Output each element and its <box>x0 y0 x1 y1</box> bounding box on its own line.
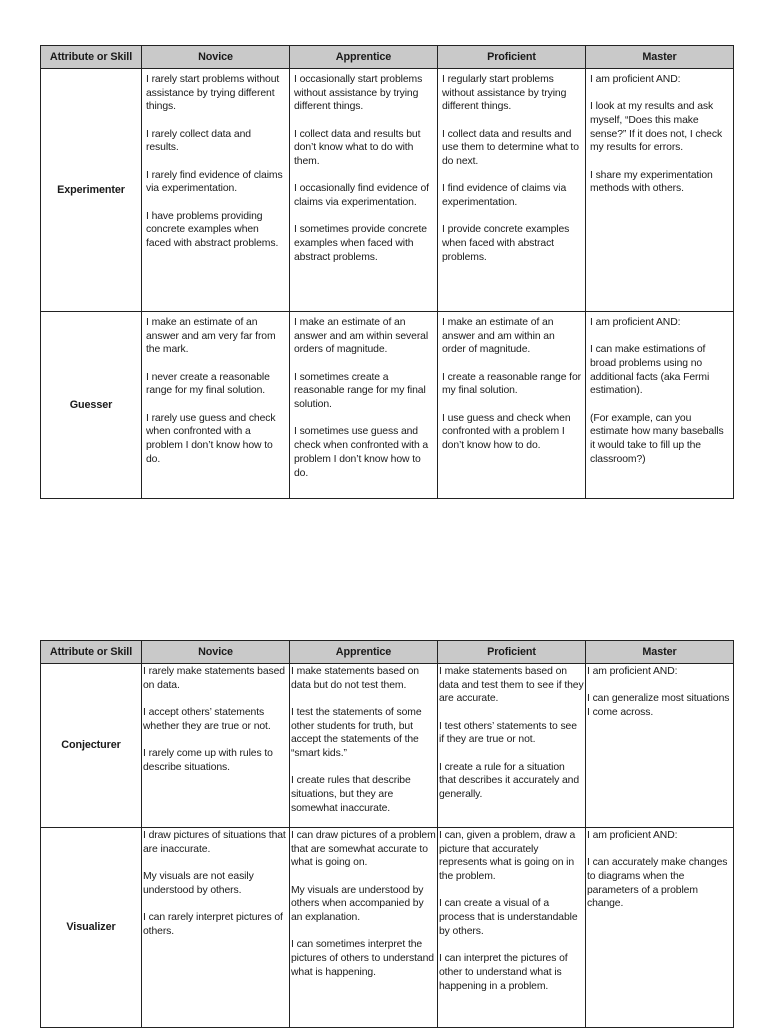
descriptor: I collect data and results but don’t know what to do with them. <box>294 128 421 168</box>
descriptor: I can, given a problem, draw a picture that accurately represents what is going on in the problem. <box>439 830 576 883</box>
header-master: Master <box>586 46 734 69</box>
descriptor: I sometimes use guess and check when confronted with a problem I don’t know how to do. <box>294 426 429 479</box>
header-novice: Novice <box>142 46 290 69</box>
descriptor: I rarely start problems without assistance by trying different things. <box>146 74 280 113</box>
descriptor: I collect data and results and use them to determine what to do next. <box>442 128 579 168</box>
descriptor: I rarely come up with rules to describe situations. <box>143 747 273 773</box>
descriptor: I create rules that describe situations, but they are somewhat inaccurate. <box>291 775 411 814</box>
table-row <box>41 312 734 499</box>
descriptor: I can generalize most situations I come across. <box>587 693 730 718</box>
header-master: Master <box>586 641 734 664</box>
descriptor: I make an estimate of an answer and am within an order of magnitude. <box>442 317 555 356</box>
descriptor: I create a rule for a situation that describes it accurately and generally. <box>439 761 580 801</box>
apprentice-cell <box>290 664 438 828</box>
descriptor: I rarely use guess and check when confronted with a problem I don’t know how to do. <box>146 412 276 465</box>
proficient-cell <box>438 312 586 499</box>
descriptor: I accept others’ statements whether they are true or not. <box>143 706 271 732</box>
descriptor: I test the statements of some other students for truth, but accept the statements of the “smart kids.” <box>291 706 422 760</box>
descriptor: I make an estimate of an answer and am very far from the mark. <box>146 317 276 356</box>
skill-name: Experimenter <box>41 69 142 312</box>
descriptor: I create a reasonable range for my final solution. <box>442 371 581 397</box>
proficient-cell <box>438 69 586 312</box>
descriptor: I never create a reasonable range for my final solution. <box>146 371 270 397</box>
descriptor: I make an estimate of an answer and am within several orders of magnitude. <box>294 317 429 356</box>
table-row <box>41 828 734 1028</box>
novice-cell <box>142 312 290 499</box>
descriptor: I share my experimentation methods with others. <box>590 169 713 195</box>
descriptor: I can sometimes interpret the pictures of others to understand what is happening. <box>291 939 434 978</box>
header-attribute: Attribute or Skill <box>41 46 142 69</box>
rubric-table-1 <box>40 45 734 499</box>
novice-cell <box>142 828 290 1028</box>
descriptor: I have problems providing concrete examples when faced with abstract problems. <box>146 210 279 250</box>
skill-name: Visualizer <box>41 828 142 1028</box>
header-apprentice: Apprentice <box>290 641 438 664</box>
descriptor: I sometimes create a reasonable range for my final solution. <box>294 371 426 411</box>
descriptor: I rarely collect data and results. <box>146 128 251 154</box>
novice-cell <box>142 664 290 828</box>
descriptor: My visuals are understood by others when accompanied by an explanation. <box>291 884 424 924</box>
descriptor: I make statements based on data and test them to see if they are accurate. <box>439 666 584 705</box>
descriptor: I can interpret the pictures of other to understand what is happening in a problem. <box>439 953 568 992</box>
novice-cell <box>142 69 290 312</box>
descriptor: I find evidence of claims via experimentation. <box>442 183 567 209</box>
descriptor: I can rarely interpret pictures of others. <box>143 911 283 937</box>
descriptor: (For example, can you estimate how many baseballs it would take to fill up the classroom?) <box>590 412 724 465</box>
master-cell <box>586 312 734 499</box>
descriptor: I can accurately make changes to diagrams when the parameters of a problem change. <box>587 857 728 910</box>
header-proficient: Proficient <box>438 641 586 664</box>
skill-name: Guesser <box>41 312 142 499</box>
header-row <box>41 641 734 664</box>
header-proficient: Proficient <box>438 46 586 69</box>
header-apprentice: Apprentice <box>290 46 438 69</box>
descriptor: I occasionally find evidence of claims via experimentation. <box>294 183 429 209</box>
proficient-cell <box>438 664 586 828</box>
skill-name: Conjecturer <box>41 664 142 828</box>
header-attribute: Attribute or Skill <box>41 641 142 664</box>
master-cell <box>586 664 734 828</box>
descriptor: I occasionally start problems without assistance by trying different things. <box>294 74 423 113</box>
descriptor: I test others’ statements to see if they are true or not. <box>439 720 577 746</box>
descriptor: I use guess and check when confronted with a problem I don’t know how to do. <box>442 412 571 452</box>
descriptor: I make statements based on data but do not test them. <box>291 666 419 691</box>
table-row <box>41 69 734 312</box>
apprentice-cell <box>290 312 438 499</box>
descriptor: I look at my results and ask myself, “Does this make sense?” If it does not, I check my results for errors. <box>590 101 723 154</box>
descriptor: I provide concrete examples when faced with abstract problems. <box>442 224 570 263</box>
descriptor: I am proficient AND: <box>587 830 678 841</box>
descriptor: I can draw pictures of a problem that are somewhat accurate to what is going on. <box>291 830 436 869</box>
apprentice-cell <box>290 69 438 312</box>
descriptor: I can make estimations of broad problems using no additional facts (aka Fermi estimation). <box>590 344 710 397</box>
descriptor: My visuals are not easily understood by others. <box>143 870 254 896</box>
descriptor: I am proficient AND: <box>590 317 681 328</box>
proficient-cell <box>438 828 586 1028</box>
master-cell <box>586 69 734 312</box>
descriptor: I rarely make statements based on data. <box>143 666 285 691</box>
apprentice-cell <box>290 828 438 1028</box>
descriptor: I sometimes provide concrete examples when faced with abstract problems. <box>294 224 427 263</box>
descriptor: I am proficient AND: <box>590 74 681 85</box>
descriptor: I can create a visual of a process that is understandable by others. <box>439 898 578 937</box>
descriptor: I regularly start problems without assistance by trying different things. <box>442 74 567 113</box>
header-row <box>41 46 734 69</box>
header-novice: Novice <box>142 641 290 664</box>
descriptor: I draw pictures of situations that are inaccurate. <box>143 830 286 855</box>
table-row <box>41 664 734 828</box>
master-cell <box>586 828 734 1028</box>
descriptor: I am proficient AND: <box>587 666 678 677</box>
descriptor: I rarely find evidence of claims via experimentation. <box>146 169 283 195</box>
rubric-table-2 <box>40 640 734 1028</box>
